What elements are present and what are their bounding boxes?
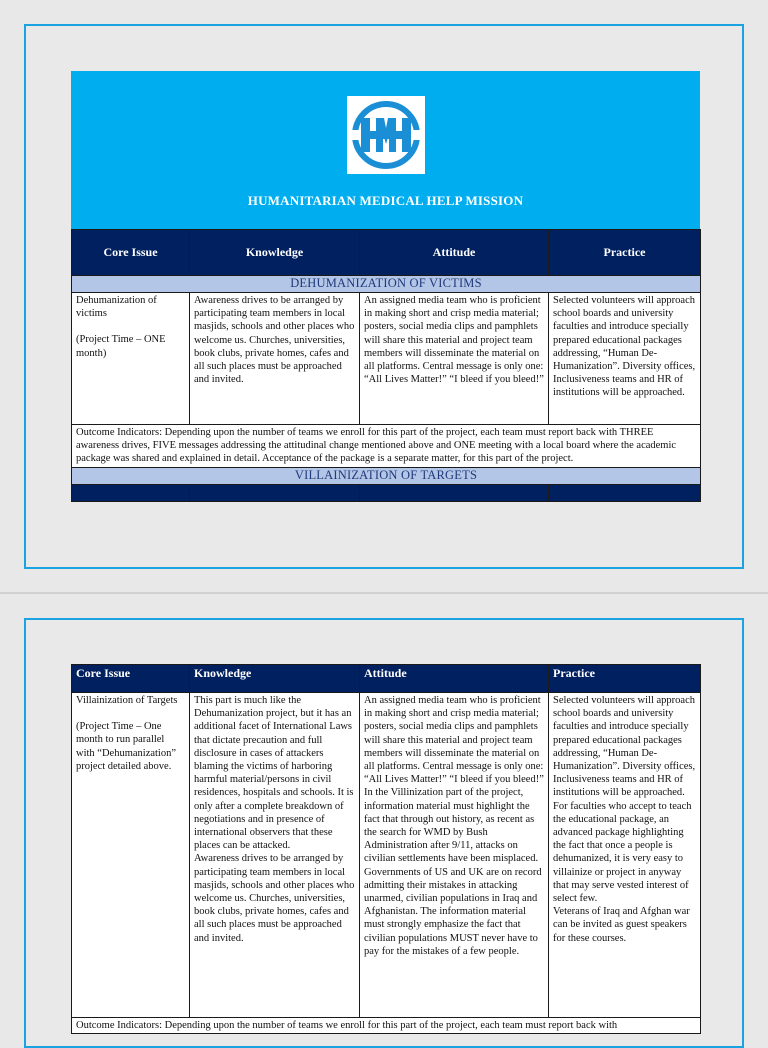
core-issue-time: (Project Time – One month to run parallel with “Dehumanization” project detailed above. [76, 721, 177, 772]
section-row [72, 467, 701, 484]
header-practice: Practice [549, 230, 701, 276]
section-title-dehumanization: DEHUMANIZATION OF VICTIMS [72, 276, 701, 293]
attitude-paragraph: In the Villinization part of the project, information material must highlight the fact that through out history, as recent as the search for WMD by Bush Administration after 9/11, attacks on civilian settlements have been misplaced. Governments of US and UK are on record admitting their mistakes in attacking unarmed, civilian populations in Iraq and Afghanistan. The information material must strongly emphasize the fact that civilian populations MUST never have to pay for the mistakes of a few people. [364, 787, 542, 957]
table-header-row [72, 665, 701, 693]
cell-knowledge [190, 693, 360, 1018]
cell-practice: Selected volunteers will approach school boards and university faculties and introduce specially prepared educational packages addressing, “Human De-Humanization”. Diversity offices, Inclusiveness teams and HR of institutions will be approached. [549, 293, 701, 425]
empty-cell [549, 484, 701, 501]
empty-cell [72, 484, 190, 501]
knowledge-paragraph: This part is much like the Dehumanization project, but it has an additional facet of International Laws that dictate precaution and full disclosure in cases of attackers blaming the victims of harboring harmful material/persons in civil residences, hospitals and schools. It is only after a complete breakdown of negotiations and in presence of international observers that these places can be attacked. [194, 695, 354, 852]
core-issue-time: (Project Time – ONE month) [76, 334, 166, 359]
hmh-logo-icon [347, 96, 425, 174]
attitude-paragraph: An assigned media team who is proficient in making short and crisp media material; posters, social media clips and pamphlets will share this material and project team members will disseminate the material on all platforms. Central message is only one: “All Lives Matter!” “I bleed if you bleed!” [364, 695, 544, 786]
header-core-issue: Core Issue [72, 230, 190, 276]
core-issue-text: Dehumanization of victims [76, 295, 157, 320]
practice-paragraph: For faculties who accept to teach the educational package, an advanced package highlighting the fact that once a people is dehumanized, it is very easy to villainize or project in anyway that may serve vested interest of select few. [553, 800, 692, 905]
practice-paragraph: Selected volunteers will approach school boards and university faculties and introduce specially prepared educational packages addressing, “Human De-Humanization”. Diversity offices, Inclusiveness teams and HR of institutions will be approached. [553, 695, 696, 799]
cell-core-issue [72, 293, 190, 425]
empty-dark-row [72, 484, 701, 501]
table-row [72, 693, 701, 1018]
header-practice: Practice [549, 665, 701, 693]
outcome-row [72, 425, 701, 468]
core-issue-text: Villainization of Targets [76, 695, 178, 706]
empty-cell [190, 484, 360, 501]
header-knowledge: Knowledge [190, 230, 360, 276]
knowledge-paragraph: Awareness drives to be arranged by participating team members in local masjids, schools and other places who welcome us. Churches, universities, book clubs, private homes, cafes and all such places must be approached and invited. [194, 853, 355, 944]
practice-paragraph: Veterans of Iraq and Afghan war can be invited as guest speakers for these courses. [553, 906, 690, 944]
page-gap [0, 592, 768, 594]
table-header-row [72, 230, 701, 276]
hmh-logo [347, 96, 425, 174]
cell-practice [549, 693, 701, 1018]
cell-knowledge: Awareness drives to be arranged by participating team members in local masjids, schools and other places who welcome us. Churches, universities, book clubs, private homes, cafes and all such places must be approached and invited. [190, 293, 360, 425]
cell-attitude: An assigned media team who is proficient in making short and crisp media material; posters, social media clips and pamphlets will share this material and project team members will disseminate the material on all platforms. Central message is only one: “All Lives Matter!” “I bleed if you bleed!” [360, 293, 549, 425]
empty-cell [360, 484, 549, 501]
section-title-villainization: VILLAINIZATION OF TARGETS [72, 467, 701, 484]
header-core-issue: Core Issue [72, 665, 190, 693]
document-page-1 [24, 24, 744, 569]
kap-table-page-1 [71, 229, 701, 502]
outcome-indicators: Outcome Indicators: Depending upon the number of teams we enroll for this part of the project, each team must report back with [72, 1018, 701, 1034]
section-row [72, 276, 701, 293]
document-page-2 [24, 618, 744, 1048]
table-row [72, 293, 701, 425]
cell-attitude [360, 693, 549, 1018]
cell-core-issue [72, 693, 190, 1018]
kap-table-page-2 [71, 664, 701, 1034]
outcome-row [72, 1018, 701, 1034]
header-attitude: Attitude [360, 665, 549, 693]
header-knowledge: Knowledge [190, 665, 360, 693]
header-banner [71, 71, 700, 229]
organization-title: HUMANITARIAN MEDICAL HELP MISSION [247, 193, 524, 208]
outcome-indicators: Outcome Indicators: Depending upon the number of teams we enroll for this part of the project, each team must report back with THREE awareness drives, FIVE messages addressing the attitudinal change mentioned above and ONE meeting with a local board where the academic package was shared and explained in detail. Acceptance of the package is a separate matter, for this part of the project. [72, 425, 701, 468]
header-attitude: Attitude [360, 230, 549, 276]
